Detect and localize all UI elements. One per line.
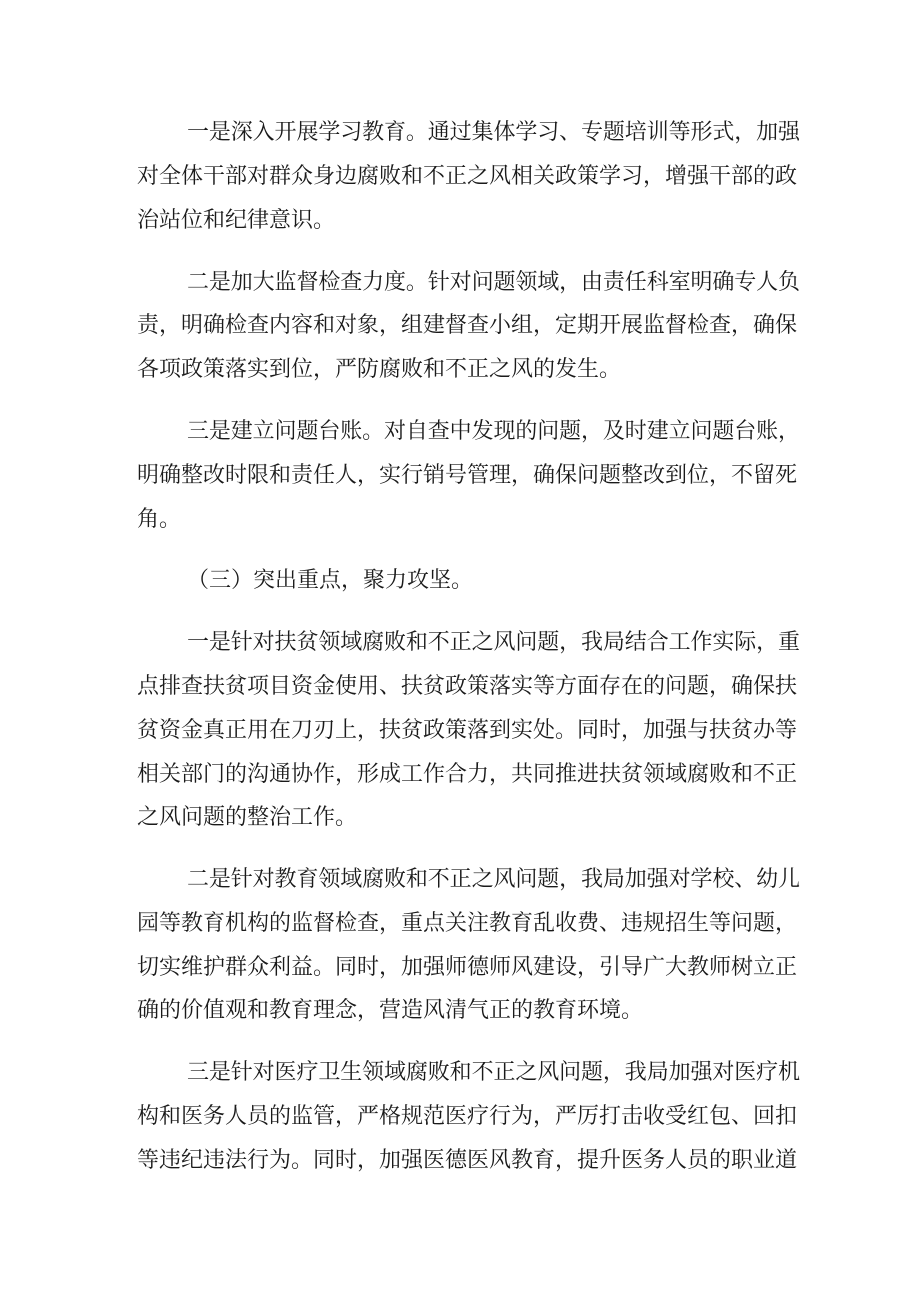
text-line: 二是针对教育领域腐败和不正之风问题，我局加强对学校、幼儿 xyxy=(187,867,800,892)
text-line: 三是针对医疗卫生领域腐败和不正之风问题，我局加强对医疗机 xyxy=(187,1060,800,1085)
text-line: 明确整改时限和责任人，实行销号管理，确保问题整改到位，不留死 xyxy=(137,463,798,488)
text-line: 等违纪违法行为。同时，加强医德医风教育，提升医务人员的职业道 xyxy=(137,1148,798,1173)
text-line: 园等教育机构的监督检查，重点关注教育乱收费、违规招生等问题， xyxy=(137,911,798,936)
section-heading: （三）突出重点，聚力攻坚。 xyxy=(187,568,474,593)
text-line: 构和医务人员的监管，严格规范医疗行为，严厉打击收受红包、回扣 xyxy=(137,1104,798,1129)
text-line: 一是深入开展学习教育。通过集体学习、专题培训等形式，加强 xyxy=(187,120,800,145)
text-line: 之风问题的整治工作。 xyxy=(137,805,358,830)
text-line: 相关部门的沟通协作，形成工作合力，共同推进扶贫领域腐败和不正 xyxy=(137,762,798,787)
text-line: 确的价值观和教育理念，营造风清气正的教育环境。 xyxy=(137,998,644,1023)
text-line: 治站位和纪律意识。 xyxy=(137,208,336,233)
text-line: 三是建立问题台账。对自查中发现的问题，及时建立问题台账， xyxy=(187,419,800,444)
text-line: 责，明确检查内容和对象，组建督查小组，定期开展监督检查，确保 xyxy=(137,313,798,338)
text-line: 贫资金真正用在刀刃上，扶贫政策落到实处。同时，加强与扶贫办等 xyxy=(137,718,798,743)
text-line: 各项政策落实到位，严防腐败和不正之风的发生。 xyxy=(137,357,622,382)
text-line: 角。 xyxy=(137,507,182,532)
text-line: 二是加大监督检查力度。针对问题领域，由责任科室明确专人负 xyxy=(187,270,800,295)
text-line: 切实维护群众利益。同时，加强师德师风建设，引导广大教师树立正 xyxy=(137,955,798,980)
text-line: 点排查扶贫项目资金使用、扶贫政策落实等方面存在的问题，确保扶 xyxy=(137,674,798,699)
text-line: 对全体干部对群众身边腐败和不正之风相关政策学习，增强干部的政 xyxy=(137,164,798,189)
text-line: 一是针对扶贫领域腐败和不正之风问题，我局结合工作实际，重 xyxy=(187,630,800,655)
